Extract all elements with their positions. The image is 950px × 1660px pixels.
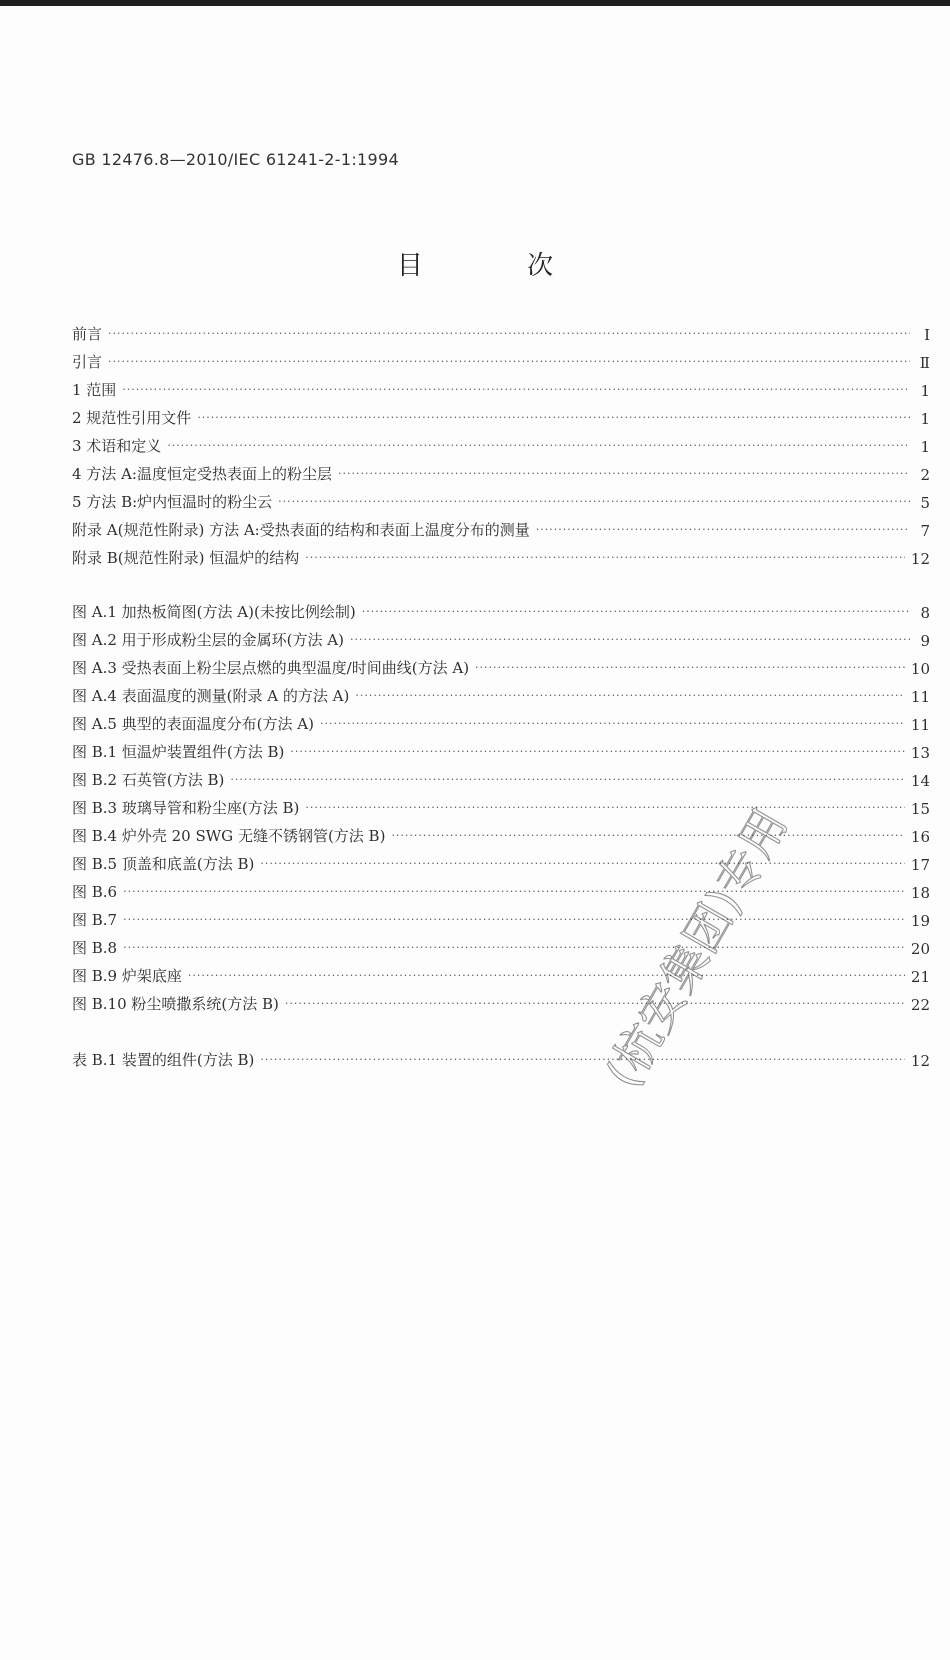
- toc-leader-dots: [260, 857, 905, 871]
- toc-entry-page: 13: [910, 744, 930, 762]
- toc-entry-label: 2 规范性引用文件: [72, 409, 192, 427]
- toc-leader-dots: [350, 633, 910, 647]
- toc-entry-label: 5 方法 B:炉内恒温时的粉尘云: [72, 493, 273, 511]
- toc-entry[interactable]: [72, 348, 930, 372]
- toc-entry-page: 12: [910, 1052, 930, 1070]
- toc-entry-label: 图 B.3 玻璃导管和粉尘座(方法 B): [72, 799, 300, 817]
- toc-entry-page: 11: [910, 688, 930, 706]
- toc-entry-label: 图 B.4 炉外壳 20 SWG 无缝不锈钢管(方法 B): [72, 827, 386, 845]
- toc-entry-label: 3 术语和定义: [72, 437, 162, 455]
- toc-entry-page: 15: [910, 800, 930, 818]
- toc-leader-dots: [197, 411, 910, 425]
- toc-entry-page: 18: [910, 884, 930, 902]
- toc-figure-entry[interactable]: [72, 878, 930, 902]
- toc-entry-label: 图 A.4 表面温度的测量(附录 A 的方法 A): [72, 687, 350, 705]
- toc-entry-page: 5: [920, 494, 930, 512]
- toc-leader-dots: [355, 689, 905, 703]
- toc-leader-dots: [285, 997, 905, 1011]
- toc-leader-dots: [362, 605, 910, 619]
- toc-figure-entry[interactable]: [72, 794, 930, 818]
- toc-entry-label: 附录 B(规范性附录) 恒温炉的结构: [72, 549, 300, 567]
- toc-entry-label: 1 范围: [72, 381, 117, 399]
- toc-entry-page: 7: [920, 522, 930, 540]
- toc-entry-page: 14: [910, 772, 930, 790]
- toc-leader-dots: [278, 495, 910, 509]
- toc-entry-page: Ⅱ: [919, 354, 930, 372]
- toc-entry[interactable]: [72, 320, 930, 344]
- toc-figure-entry[interactable]: [72, 738, 930, 762]
- toc-entry-page: Ⅰ: [924, 326, 930, 344]
- toc-entry-label: 附录 A(规范性附录) 方法 A:受热表面的结构和表面上温度分布的测量: [72, 521, 530, 539]
- toc-leader-dots: [338, 467, 910, 481]
- toc-entry[interactable]: [72, 460, 930, 484]
- toc-leader-dots: [123, 885, 905, 899]
- page-title: 目 次: [396, 251, 602, 281]
- toc-figure-entry[interactable]: [72, 682, 930, 706]
- toc-entry-label: 表 B.1 装置的组件(方法 B): [72, 1051, 255, 1069]
- toc-leader-dots: [305, 801, 905, 815]
- toc-entry-page: 17: [910, 856, 930, 874]
- toc-entry-label: 图 A.1 加热板简图(方法 A)(未按比例绘制): [72, 603, 356, 621]
- toc-leader-dots: [123, 941, 905, 955]
- toc-entry-label: 图 B.9 炉架底座: [72, 967, 182, 985]
- toc-entry-page: 16: [910, 828, 930, 846]
- toc-entry[interactable]: [72, 404, 930, 428]
- toc-entry[interactable]: [72, 544, 930, 568]
- top-border: [0, 0, 950, 6]
- toc-entry-page: 10: [910, 660, 930, 678]
- document-code: GB 12476.8—2010/IEC 61241-2-1:1994: [72, 150, 399, 169]
- toc-entry-page: 2: [920, 466, 930, 484]
- toc-figure-entry[interactable]: [72, 626, 930, 650]
- toc-leader-dots: [391, 829, 904, 843]
- toc-figure-entry[interactable]: [72, 906, 930, 930]
- toc-leader-dots: [230, 773, 905, 787]
- toc-entry-page: 9: [920, 632, 930, 650]
- toc-leader-dots: [167, 439, 910, 453]
- toc-entry[interactable]: [72, 376, 930, 400]
- toc-figure-entry[interactable]: [72, 822, 930, 846]
- toc-entry-label: 图 A.2 用于形成粉尘层的金属环(方法 A): [72, 631, 344, 649]
- toc-entry-label: 4 方法 A:温度恒定受热表面上的粉尘层: [72, 465, 332, 483]
- toc-entry-label: 图 B.5 顶盖和底盖(方法 B): [72, 855, 255, 873]
- toc-leader-dots: [475, 661, 905, 675]
- toc-entry-page: 1: [920, 438, 930, 456]
- toc-leader-dots: [108, 327, 910, 341]
- toc-entry-label: 图 B.6: [72, 883, 118, 901]
- toc-entry-page: 21: [910, 968, 930, 986]
- toc-entry-page: 22: [910, 996, 930, 1014]
- toc-leader-dots: [188, 969, 905, 983]
- toc-table-entry[interactable]: [72, 1046, 930, 1070]
- toc-leader-dots: [260, 1053, 905, 1067]
- toc-entry[interactable]: [72, 516, 930, 540]
- toc-entry[interactable]: [72, 488, 930, 512]
- toc-leader-dots: [290, 745, 905, 759]
- toc-entry-page: 1: [920, 382, 930, 400]
- toc-leader-dots: [320, 717, 905, 731]
- toc-entry-label: 图 B.8: [72, 939, 118, 957]
- toc-leader-dots: [122, 383, 910, 397]
- toc-entry[interactable]: [72, 432, 930, 456]
- toc-entry-page: 1: [920, 410, 930, 428]
- toc-entry-label: 图 B.7: [72, 911, 118, 929]
- toc-figure-entry[interactable]: [72, 710, 930, 734]
- toc-entry-page: 11: [910, 716, 930, 734]
- toc-figure-entry[interactable]: [72, 598, 930, 622]
- toc-figure-entry[interactable]: [72, 766, 930, 790]
- toc-entry-label: 图 B.1 恒温炉装置组件(方法 B): [72, 743, 285, 761]
- toc-figure-entry[interactable]: [72, 654, 930, 678]
- toc-entry-page: 8: [920, 604, 930, 622]
- toc-entry-label: 引言: [72, 353, 103, 371]
- toc-entry-page: 12: [910, 550, 930, 568]
- toc-leader-dots: [108, 355, 910, 369]
- toc-figure-entry[interactable]: [72, 850, 930, 874]
- toc-figure-entry[interactable]: [72, 962, 930, 986]
- toc-figure-entry[interactable]: [72, 990, 930, 1014]
- toc-leader-dots: [536, 523, 910, 537]
- toc-entry-label: 图 A.3 受热表面上粉尘层点燃的典型温度/时间曲线(方法 A): [72, 659, 470, 677]
- toc-entry-label: 前言: [72, 325, 103, 343]
- toc-leader-dots: [123, 913, 905, 927]
- toc-entry-label: 图 B.2 石英管(方法 B): [72, 771, 225, 789]
- toc-leader-dots: [305, 551, 905, 565]
- toc-figure-entry[interactable]: [72, 934, 930, 958]
- toc-entry-label: 图 A.5 典型的表面温度分布(方法 A): [72, 715, 314, 733]
- toc-entry-page: 20: [910, 940, 930, 958]
- svg-text:(杭安集团)专用: (杭安集团)专用: [595, 799, 798, 1097]
- toc-entry-page: 19: [910, 912, 930, 930]
- toc-entry-label: 图 B.10 粉尘喷撒系统(方法 B): [72, 995, 279, 1013]
